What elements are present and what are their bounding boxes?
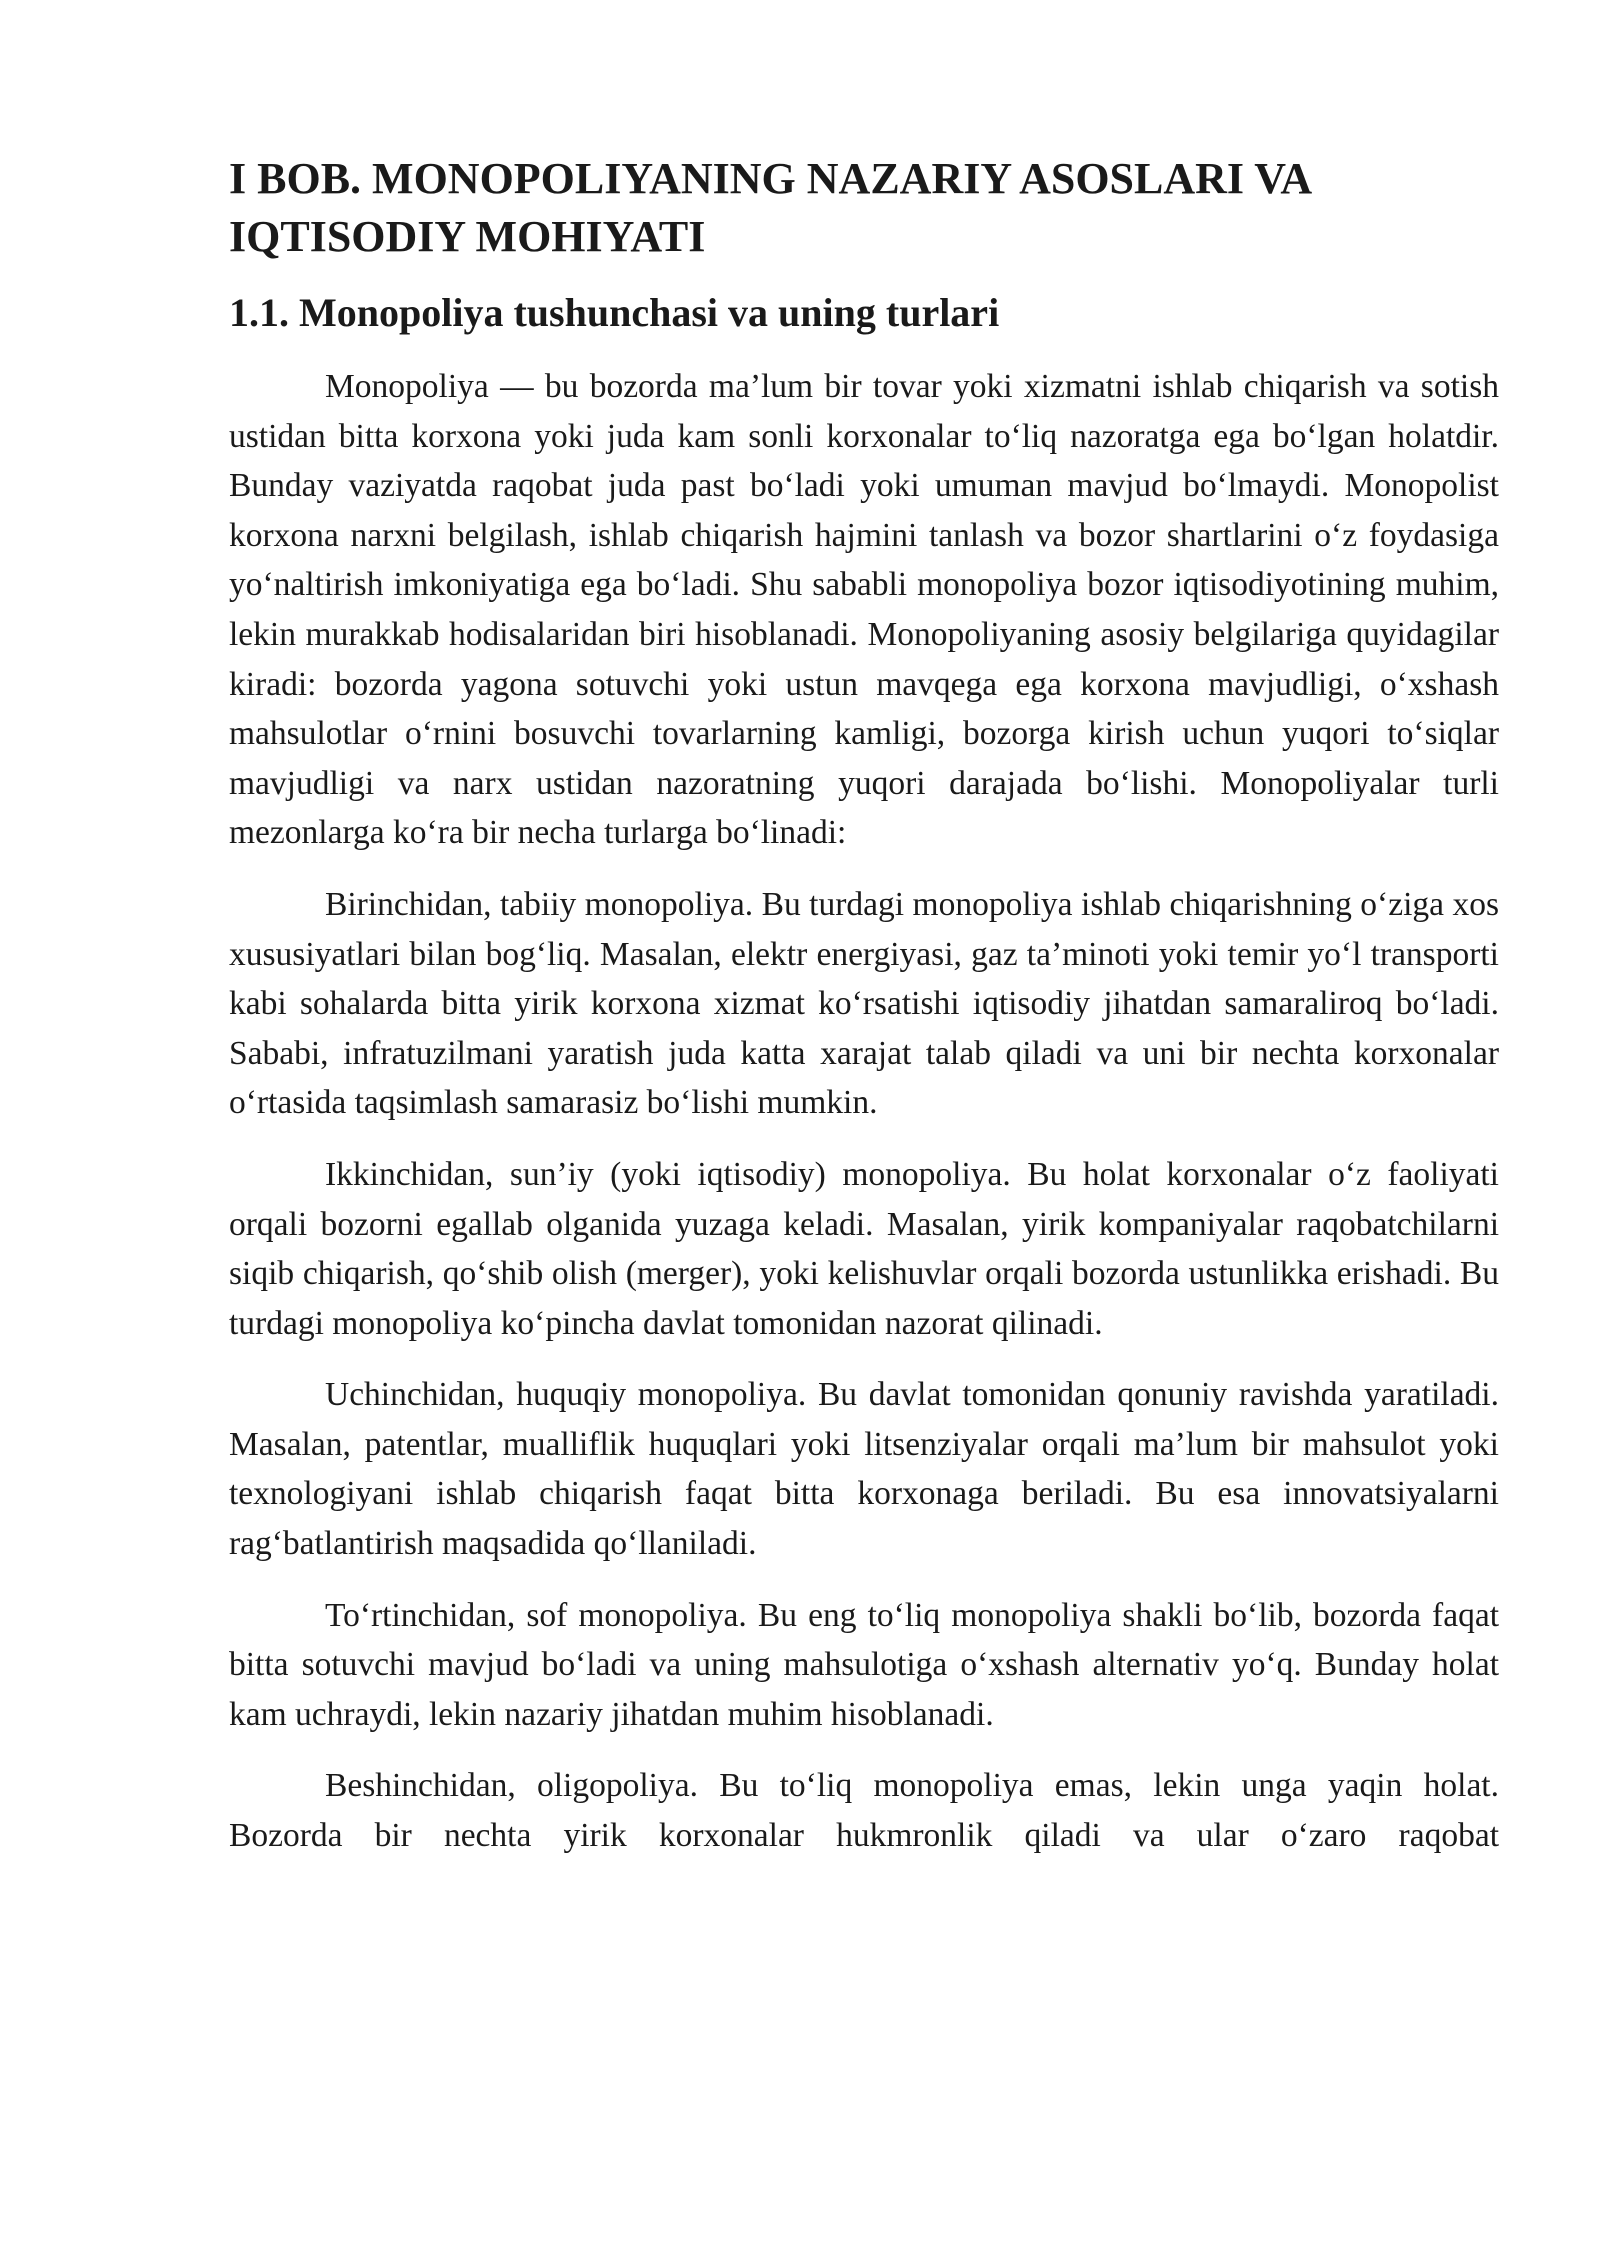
paragraph-oligopoly: Beshinchidan, oligopoliya. Bu to‘liq monopoliya emas, lekin unga yaqin holat. Bozorda bir nechta yirik korxonalar hukmronlik qiladi va ular o‘zaro raqobat — [229, 1767, 1499, 1855]
paragraph-artificial-monopoly: Ikkinchidan, sun’iy (yoki iqtisodiy) monopoliya. Bu holat korxonalar o‘z faoliyati orqali bozorni egallab olganida yuzaga keladi. Masalan, yirik kompaniyalar raqobatchilarni siqib chiqarish, qo‘shib olish (merger), yoki kelishuvlar orqali bozorda ustunlikka erishadi. Bu turdagi monopoliya ko‘pincha davlat tomonidan nazorat qilinadi. — [229, 1155, 1499, 1342]
document-content — [229, 150, 1499, 1861]
paragraph-pure-monopoly: To‘rtinchidan, sof monopoliya. Bu eng to‘liq monopoliya shakli bo‘lib, bozorda faqat bitta sotuvchi mavjud bo‘ladi va uning mahsulotiga o‘xshash alternativ yo‘q. Bunday holat kam uchraydi, lekin nazariy jihatdan muhim hisoblanadi. — [229, 1596, 1499, 1733]
section-title: 1.1. Monopoliya tushunchasi va uning turlari — [229, 290, 1000, 335]
paragraph-monopoly-definition: Monopoliya — bu bozorda ma’lum bir tovar yoki xizmatni ishlab chiqarish va sotish ustidan bitta korxona yoki juda kam sonli korxonalar to‘liq nazoratga ega bo‘lgan holatdir. Bunday vaziyatda raqobat juda past bo‘ladi yoki umuman mavjud bo‘lmaydi. Monopolist korxona narxni belgilash, ishlab chiqarish hajmini tanlash va bozor shartlarini o‘z foydasiga yo‘naltirish imkoniyatiga ega bo‘ladi. Shu sababli monopoliya bozor iqtisodiyotining muhim, lekin murakkab hodisalaridan biri hisoblanadi. Monopoliyaning asosiy belgilariga quyidagilar kiradi: bozorda yagona sotuvchi yoki ustun mavqega ega korxona mavjudligi, o‘xshash mahsulotlar o‘rnini bosuvchi tovarlarning kamligi, bozorga kirish uchun yuqori to‘siqlar mavjudligi va narx ustidan nazoratning yuqori darajada bo‘lishi. Monopoliyalar turli mezonlarga ko‘ra bir necha turlarga bo‘linadi: — [229, 368, 1499, 852]
paragraph-legal-monopoly: Uchinchidan, huquqiy monopoliya. Bu davlat tomonidan qonuniy ravishda yaratiladi. Masalan, patentlar, mualliflik huquqlari yoki litsenziyalar orqali ma’lum bir mahsulot yoki texnologiyani ishlab chiqarish faqat bitta korxonaga beriladi. Bu esa innovatsiyalarni rag‘batlantirish maqsadida qo‘llaniladi. — [229, 1376, 1499, 1563]
chapter-title: I BOB. MONOPOLIYANING NAZARIY ASOSLARI VA IQTISODIY MOHIYATI — [229, 154, 1310, 261]
paragraph-natural-monopoly: Birinchidan, tabiiy monopoliya. Bu turdagi monopoliya ishlab chiqarishning o‘ziga xos xususiyatlari bilan bog‘liq. Masalan, elektr energiyasi, gaz ta’minoti yoki temir yo‘l transporti kabi sohalarda bitta yirik korxona xizmat ko‘rsatishi iqtisodiy jihatdan samaraliroq bo‘ladi. Sababi, infratuzilmani yaratish juda katta xarajat talab qiladi va uni bir nechta korxonalar o‘rtasida taqsimlash samarasiz bo‘lishi mumkin. — [229, 885, 1499, 1122]
